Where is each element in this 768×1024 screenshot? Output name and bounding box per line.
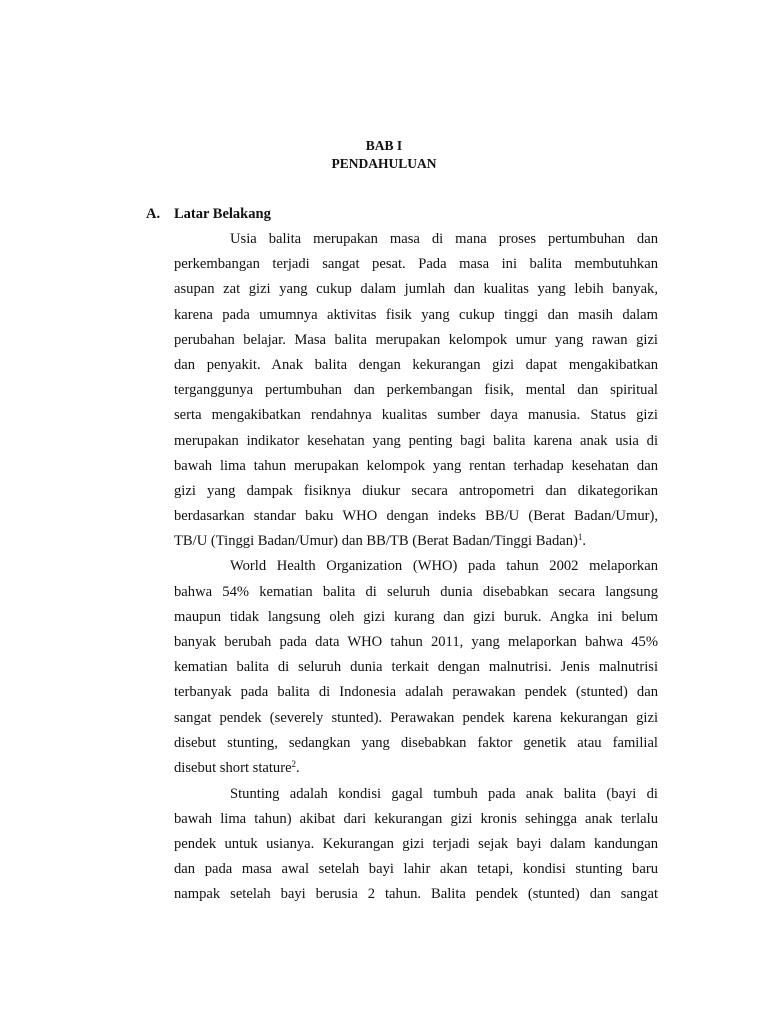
paragraph-line: bahwa 54% kematian balita di seluruh dunia disebabkan secara langsung — [174, 584, 658, 600]
paragraph-line: bawah lima tahun merupakan kelompok yang rentan terhadap kesehatan dan — [174, 458, 658, 474]
footnote-ref: 1 — [577, 532, 583, 542]
paragraph-line: berdasarkan standar baku WHO dengan indeks BB/U (Berat Badan/Umur), — [174, 508, 658, 524]
paragraph-line: World Health Organization (WHO) pada tahun 2002 melaporkan — [230, 558, 658, 574]
paragraph-line: Stunting adalah kondisi gagal tumbuh pada anak balita (bayi di — [230, 786, 658, 802]
chapter-label: BAB I — [365, 138, 403, 153]
paragraph-line: maupun tidak langsung oleh gizi kurang dan gizi buruk. Angka ini belum — [174, 609, 658, 625]
paragraph-line: serta mengakibatkan rendahnya kualitas sumber daya manusia. Status gizi — [174, 407, 658, 423]
paragraph-line: perkembangan terjadi sangat pesat. Pada masa ini balita membutuhkan — [174, 256, 658, 272]
section-number: A. — [146, 206, 161, 222]
paragraph-line: terganggunya pertumbuhan dan perkembangan fisik, mental dan spiritual — [174, 382, 658, 398]
paragraph-line: sangat pendek (severely stunted). Perawakan pendek karena kekurangan gizi — [174, 710, 658, 726]
paragraph-line: dan penyakit. Anak balita dengan kekurangan gizi dapat mengakibatkan — [174, 357, 658, 373]
paragraph-line: banyak berubah pada data WHO tahun 2011, yang melaporkan bahwa 45% — [174, 634, 658, 650]
paragraph-line: TB/U (Tinggi Badan/Umur) dan BB/TB (Berat Badan/Tinggi Badan)$^1$. — [174, 532, 587, 549]
chapter-title: PENDAHULUAN — [331, 156, 437, 171]
paragraph-line: nampak setelah bayi berusia 2 tahun. Balita pendek (stunted) dan sangat — [174, 886, 658, 902]
section-title: Latar Belakang — [174, 206, 271, 222]
paragraph-line: gizi yang dampak fisiknya diukur secara antropometri dan dikategorikan — [174, 483, 658, 499]
paragraph-line: disebut short stature$^2$. — [174, 759, 300, 776]
paragraph-line: bawah lima tahun) akibat dari kekurangan gizi kronis sehingga anak terlalu — [174, 811, 658, 827]
paragraph-line: karena pada umumnya aktivitas fisik yang cukup tinggi dan masih dalam — [174, 307, 658, 323]
paragraph-line: kematian balita di seluruh dunia terkait dengan malnutrisi. Jenis malnutrisi — [174, 659, 658, 675]
paragraph-line: disebut stunting, sedangkan yang disebabkan faktor genetik atau familial — [174, 735, 658, 751]
paragraph-line: dan pada masa awal setelah bayi lahir akan tetapi, kondisi stunting baru — [174, 861, 658, 877]
section-heading — [146, 205, 271, 223]
paragraph-line: terbanyak pada balita di Indonesia adalah perawakan pendek (stunted) dan — [174, 684, 658, 700]
footnote-ref: 2 — [291, 759, 297, 769]
paragraph-line: Usia balita merupakan masa di mana proses pertumbuhan dan — [230, 231, 658, 247]
paragraph-line: merupakan indikator kesehatan yang penting bagi balita karena anak usia di — [174, 433, 658, 449]
paragraph-line: pendek untuk usianya. Kekurangan gizi terjadi sejak bayi dalam kandungan — [174, 836, 658, 852]
paragraph-line: asupan zat gizi yang cukup dalam jumlah dan kualitas yang lebih banyak, — [174, 281, 658, 297]
paragraph-line: perubahan belajar. Masa balita merupakan kelompok umur yang rawan gizi — [174, 332, 658, 348]
